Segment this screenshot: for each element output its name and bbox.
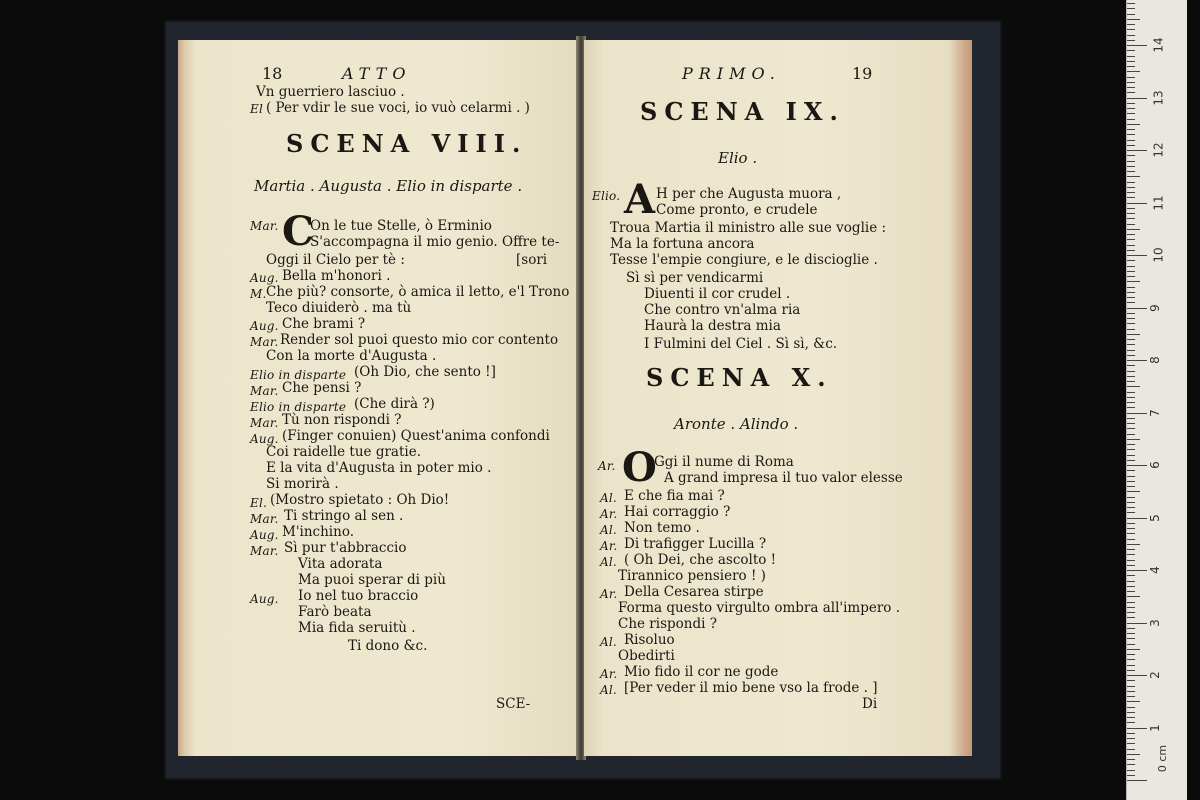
verse-line: ( Oh Dei, che ascolto ! xyxy=(624,552,777,568)
speaker: Ar. xyxy=(598,459,616,473)
ruler-tick xyxy=(1127,407,1135,408)
verse-line: Render sol puoi questo mio cor contento xyxy=(280,332,559,348)
speaker: Al. xyxy=(600,635,617,649)
verse-line: Sì sì per vendicarmi xyxy=(626,270,764,286)
ruler-tick xyxy=(1127,486,1135,487)
ruler-tick xyxy=(1127,119,1135,120)
verse-line: Hai corraggio ? xyxy=(624,504,731,520)
ruler-number: 3 xyxy=(1147,618,1162,627)
speaker: Al. xyxy=(600,555,617,569)
ruler-tick xyxy=(1127,675,1147,676)
ruler-tick xyxy=(1127,14,1135,15)
scene-characters: Elio . xyxy=(718,149,758,167)
ruler-tick xyxy=(1127,654,1135,655)
verse-line: Che brami ? xyxy=(282,316,366,332)
verse-line: Vn guerriero lasciuo . xyxy=(256,84,405,100)
ruler-tick xyxy=(1127,670,1135,671)
ruler-tick xyxy=(1127,166,1135,167)
verse-line: Farò beata xyxy=(298,604,372,620)
ruler-number: 6 xyxy=(1147,461,1162,469)
ruler-tick xyxy=(1127,428,1135,429)
ruler-tick xyxy=(1127,71,1140,72)
ruler-number: 11 xyxy=(1151,194,1166,211)
drop-capital: C xyxy=(282,208,314,255)
ruler-tick xyxy=(1127,371,1135,372)
speaker: Aug. xyxy=(250,271,279,285)
ruler-tick xyxy=(1127,439,1140,440)
ruler-tick xyxy=(1127,308,1147,309)
ruler-tick xyxy=(1127,297,1135,298)
ruler-tick xyxy=(1127,161,1135,162)
verse-line: Come pronto, e crudele xyxy=(656,202,818,218)
verse-line: M'inchino. xyxy=(282,524,354,540)
verse-line: (Mostro spietato : Oh Dio! xyxy=(270,492,450,508)
speaker: Al. xyxy=(600,683,617,697)
ruler-tick xyxy=(1127,418,1135,419)
verse-line: Tirannico pensiero ! ) xyxy=(618,568,766,584)
ruler-tick xyxy=(1127,24,1135,25)
ruler-tick xyxy=(1127,82,1135,83)
ruler-number: 13 xyxy=(1151,89,1166,106)
ruler-tick xyxy=(1127,560,1135,561)
ruler-tick xyxy=(1127,712,1135,713)
speaker: El. xyxy=(250,496,268,510)
ruler-tick xyxy=(1127,602,1135,603)
ruler-tick xyxy=(1127,239,1135,240)
ruler-tick xyxy=(1127,276,1135,277)
speaker: Mar. xyxy=(250,512,279,526)
ruler-tick xyxy=(1127,182,1135,183)
ruler-tick xyxy=(1127,77,1135,78)
verse-line: (Che dirà ?) xyxy=(354,396,435,412)
ruler-tick xyxy=(1127,365,1135,366)
speaker: Ar. xyxy=(600,507,618,521)
ruler-tick xyxy=(1127,570,1147,571)
ruler-tick xyxy=(1127,376,1135,377)
scene-characters: Aronte . Alindo . xyxy=(674,415,799,433)
ruler-tick xyxy=(1127,476,1135,477)
verse-line: Di trafigger Lucilla ? xyxy=(624,536,767,552)
ruler-tick xyxy=(1127,350,1135,351)
ruler-tick xyxy=(1127,355,1135,356)
ruler-tick xyxy=(1127,35,1135,36)
ruler-tick xyxy=(1127,754,1140,755)
ruler-number: 1 xyxy=(1147,723,1162,732)
speaker: Al. xyxy=(600,491,617,505)
ruler-tick xyxy=(1127,397,1135,398)
verse-line: H per che Augusta muora , xyxy=(656,186,842,202)
verse-line: [Per veder il mio bene vso la frode . ] xyxy=(624,680,878,696)
ruler-tick xyxy=(1127,586,1135,587)
verse-line: Risoluo xyxy=(624,632,675,648)
ruler-tick xyxy=(1127,386,1140,387)
ruler-tick xyxy=(1127,8,1135,9)
ruler-tick xyxy=(1127,271,1135,272)
ruler-tick xyxy=(1127,591,1135,592)
ruler-tick xyxy=(1127,770,1135,771)
ruler-tick xyxy=(1127,612,1135,613)
ruler-unit-label: 0 cm xyxy=(1156,744,1170,773)
speaker: Al. xyxy=(600,523,617,537)
ruler-tick xyxy=(1127,287,1135,288)
ruler-tick xyxy=(1127,780,1147,781)
ruler-tick xyxy=(1127,759,1135,760)
ruler-tick xyxy=(1127,539,1135,540)
ruler-tick xyxy=(1127,544,1140,545)
ruler-tick xyxy=(1127,155,1135,156)
ruler-tick xyxy=(1127,733,1135,734)
ruler-tick xyxy=(1127,92,1135,93)
verse-line: Ma puoi sperar di più xyxy=(298,572,446,588)
ruler-tick xyxy=(1127,686,1135,687)
ruler-tick xyxy=(1127,749,1135,750)
verse-line: Ti stringo al sen . xyxy=(284,508,404,524)
ruler-tick xyxy=(1127,192,1135,193)
ruler-number: 2 xyxy=(1147,671,1162,679)
verse-line: Che più? consorte, ò amica il letto, e'l Trono xyxy=(266,284,570,300)
ruler-tick xyxy=(1127,224,1135,225)
ruler-tick xyxy=(1127,203,1147,204)
verse-line: On le tue Stelle, ò Erminio xyxy=(310,218,492,234)
ruler-tick xyxy=(1127,707,1135,708)
ruler-tick xyxy=(1127,98,1147,99)
ruler-tick xyxy=(1127,696,1135,697)
ruler-tick xyxy=(1127,691,1135,692)
ruler-tick xyxy=(1127,245,1135,246)
ruler-number: 10 xyxy=(1151,247,1166,263)
verse-line: (Oh Dio, che sento !] xyxy=(354,364,496,380)
ruler-tick xyxy=(1127,434,1135,435)
ruler-number: 8 xyxy=(1147,356,1162,364)
ruler-tick xyxy=(1127,213,1135,214)
verse-line: Mio fido il cor ne gode xyxy=(624,664,779,680)
verse-line: Che pensi ? xyxy=(282,380,362,396)
ruler-tick xyxy=(1127,129,1135,130)
ruler-tick xyxy=(1127,628,1135,629)
ruler-tick xyxy=(1127,497,1135,498)
ruler-tick xyxy=(1127,617,1135,618)
ruler-tick xyxy=(1127,218,1135,219)
ruler-tick xyxy=(1127,40,1135,41)
ruler-tick xyxy=(1127,491,1140,492)
verse-line: (Finger conuien) Quest'anima confondi xyxy=(282,428,550,444)
ruler-tick xyxy=(1127,29,1135,30)
ruler-tick xyxy=(1127,507,1135,508)
verse-line: I Fulmini del Ciel . Sì sì, &c. xyxy=(644,336,838,352)
speaker: Mar. xyxy=(250,416,279,430)
verse-line: A grand impresa il tuo valor elesse xyxy=(664,470,903,486)
ruler-tick xyxy=(1127,659,1135,660)
ruler-tick xyxy=(1127,502,1135,503)
ruler-tick xyxy=(1127,701,1140,702)
verse-line-carryover: [sori xyxy=(516,252,548,268)
ruler-tick xyxy=(1127,449,1135,450)
ruler-tick xyxy=(1127,50,1135,51)
ruler-tick xyxy=(1127,318,1135,319)
ruler-tick xyxy=(1127,680,1135,681)
ruler-tick xyxy=(1127,255,1147,256)
speaker: M. xyxy=(250,287,267,301)
speaker: Mar. xyxy=(250,335,279,349)
verse-line: Ma la fortuna ancora xyxy=(610,236,755,252)
ruler-tick xyxy=(1127,360,1147,361)
measurement-ruler xyxy=(1126,0,1187,800)
ruler-tick xyxy=(1127,413,1147,414)
ruler-tick xyxy=(1127,623,1147,624)
verse-line: S'accompagna il mio genio. Offre te- xyxy=(310,234,560,250)
verse-line: Bella m'honori . xyxy=(282,268,391,284)
catchword: SCE- xyxy=(496,696,531,712)
page-number: 19 xyxy=(852,64,873,83)
verse-line: Forma questo virgulto ombra all'impero . xyxy=(618,600,901,616)
ruler-tick xyxy=(1127,764,1135,765)
ruler-tick xyxy=(1127,518,1147,519)
ruler-number: 9 xyxy=(1147,303,1162,312)
verse-line: ( Per vdir le sue voci, io vuò celarmi . ) xyxy=(266,100,530,116)
verse-line: Che rispondi ? xyxy=(618,616,717,632)
verse-line: Vita adorata xyxy=(298,556,383,572)
ruler-tick xyxy=(1127,124,1140,125)
ruler-tick xyxy=(1127,633,1135,634)
speaker: Aug. xyxy=(250,432,279,446)
running-head: ATTO xyxy=(342,64,412,83)
speaker: Elio in disparte xyxy=(250,400,347,414)
verse-line: Con la morte d'Augusta . xyxy=(266,348,437,364)
ruler-tick xyxy=(1127,329,1135,330)
ruler-tick xyxy=(1127,56,1135,57)
verse-line: Io nel tuo braccio xyxy=(298,588,419,604)
ruler-tick xyxy=(1127,19,1140,20)
verse-line: Si morirà . xyxy=(266,476,339,492)
ruler-tick xyxy=(1127,323,1135,324)
ruler-tick xyxy=(1127,565,1135,566)
ruler-tick xyxy=(1127,512,1135,513)
ruler-tick xyxy=(1127,596,1140,597)
ruler-tick xyxy=(1127,3,1135,4)
speaker: Ar. xyxy=(600,539,618,553)
verse-line: Diuenti il cor crudel . xyxy=(644,286,791,302)
right-page xyxy=(584,40,972,756)
verse-line: Coi raidelle tue gratie. xyxy=(266,444,421,460)
ruler-tick xyxy=(1127,87,1135,88)
ruler-tick xyxy=(1127,444,1135,445)
speaker: Elio in disparte xyxy=(250,368,347,382)
ruler-number: 4 xyxy=(1147,566,1162,574)
ruler-tick xyxy=(1127,528,1135,529)
speaker: Mar. xyxy=(250,544,279,558)
verse-line: Haurà la destra mia xyxy=(644,318,781,334)
ruler-tick xyxy=(1127,554,1135,555)
verse-line: E la vita d'Augusta in poter mio . xyxy=(266,460,492,476)
ruler-tick xyxy=(1127,423,1135,424)
speaker: Aug. xyxy=(250,528,279,542)
speaker: Aug. xyxy=(250,319,279,333)
ruler-tick xyxy=(1127,134,1135,135)
ruler-tick xyxy=(1127,281,1140,282)
verse-line: Mia fida seruitù . xyxy=(298,620,416,636)
ruler-tick xyxy=(1127,775,1135,776)
ruler-tick xyxy=(1127,103,1135,104)
ruler-tick xyxy=(1127,523,1135,524)
ruler-tick xyxy=(1127,113,1135,114)
ruler-tick xyxy=(1127,402,1135,403)
ruler-tick xyxy=(1127,344,1135,345)
ruler-tick xyxy=(1127,481,1135,482)
ruler-tick xyxy=(1127,465,1147,466)
ruler-tick xyxy=(1127,381,1135,382)
verse-line: Sì pur t'abbraccio xyxy=(284,540,407,556)
ruler-tick xyxy=(1127,234,1135,235)
scene-title: SCENA VIII. xyxy=(286,129,528,158)
verse-line: Teco diuiderò . ma tù xyxy=(266,300,412,316)
ruler-tick xyxy=(1127,392,1135,393)
verse-line: Tesse l'empie congiure, e le discioglie . xyxy=(610,252,878,268)
ruler-tick xyxy=(1127,61,1135,62)
ruler-tick xyxy=(1127,260,1135,261)
speaker: El xyxy=(250,102,263,116)
drop-capital: O xyxy=(622,444,657,491)
ruler-tick xyxy=(1127,717,1135,718)
ruler-tick xyxy=(1127,470,1135,471)
ruler-tick xyxy=(1127,607,1135,608)
ruler-tick xyxy=(1127,743,1135,744)
speaker: Elio. xyxy=(592,189,621,203)
verse-line: Oggi il Cielo per tè : xyxy=(266,252,405,268)
scene-title: SCENA X. xyxy=(646,363,833,392)
ruler-tick xyxy=(1127,644,1135,645)
ruler-tick xyxy=(1127,45,1147,46)
verse-line: Della Cesarea stirpe xyxy=(624,584,764,600)
ruler-tick xyxy=(1127,302,1135,303)
verse-line: Obedirti xyxy=(618,648,675,664)
ruler-tick xyxy=(1127,575,1135,576)
ruler-tick xyxy=(1127,638,1135,639)
left-page xyxy=(178,40,578,756)
ruler-tick xyxy=(1127,208,1135,209)
ruler-tick xyxy=(1127,313,1135,314)
ruler-tick xyxy=(1127,229,1140,230)
ruler-number: 14 xyxy=(1151,37,1166,53)
ruler-tick xyxy=(1127,581,1135,582)
ruler-tick xyxy=(1127,187,1135,188)
ruler-tick xyxy=(1127,140,1135,141)
ruler-tick xyxy=(1127,533,1135,534)
verse-line: Non temo . xyxy=(624,520,700,536)
verse-line: Ggi il nume di Roma xyxy=(654,454,794,470)
ruler-tick xyxy=(1127,722,1135,723)
scene-characters: Martia . Augusta . Elio in disparte . xyxy=(254,177,523,195)
verse-line: Tù non rispondi ? xyxy=(282,412,402,428)
verse-line: Ti dono &c. xyxy=(348,638,428,654)
ruler-tick xyxy=(1127,108,1135,109)
ruler-tick xyxy=(1127,334,1140,335)
ruler-tick xyxy=(1127,728,1147,729)
page-number: 18 xyxy=(262,64,283,83)
ruler-tick xyxy=(1127,460,1135,461)
ruler-number: 5 xyxy=(1147,513,1162,522)
ruler-tick xyxy=(1127,250,1135,251)
drop-capital: A xyxy=(624,176,656,223)
catchword: Di xyxy=(862,696,878,712)
ruler-tick xyxy=(1127,176,1140,177)
speaker: Ar. xyxy=(600,587,618,601)
ruler-tick xyxy=(1127,66,1135,67)
verse-line: Che contro vn'alma ria xyxy=(644,302,801,318)
verse-line: Troua Martia il ministro alle sue voglie : xyxy=(610,220,887,236)
ruler-tick xyxy=(1127,150,1147,151)
ruler-tick xyxy=(1127,665,1135,666)
ruler-number: 7 xyxy=(1147,408,1162,417)
ruler-tick xyxy=(1127,649,1140,650)
ruler-tick xyxy=(1127,292,1135,293)
speaker: Aug. xyxy=(250,592,279,606)
scene-title: SCENA IX. xyxy=(640,97,845,126)
speaker: Mar. xyxy=(250,219,279,233)
ruler-number: 12 xyxy=(1151,142,1166,158)
ruler-tick xyxy=(1127,549,1135,550)
running-head: PRIMO. xyxy=(682,64,781,83)
speaker: Ar. xyxy=(600,667,618,681)
ruler-tick xyxy=(1127,455,1135,456)
ruler-tick xyxy=(1127,171,1135,172)
ruler-tick xyxy=(1127,738,1135,739)
ruler-tick xyxy=(1127,145,1135,146)
verse-line: E che fia mai ? xyxy=(624,488,725,504)
ruler-tick xyxy=(1127,266,1135,267)
ruler-tick xyxy=(1127,339,1135,340)
speaker: Mar. xyxy=(250,384,279,398)
ruler-tick xyxy=(1127,197,1135,198)
